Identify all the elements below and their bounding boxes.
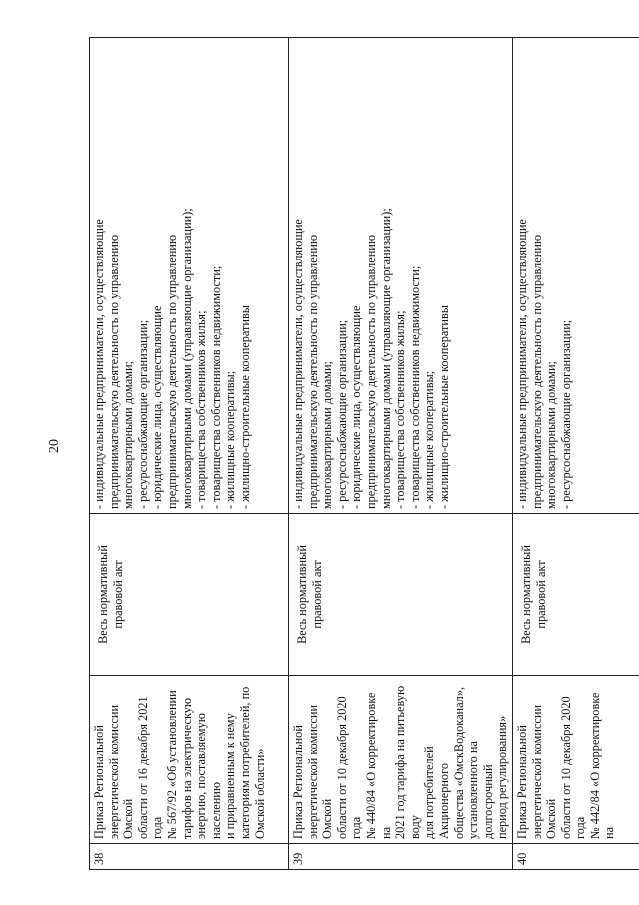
subject-line: - товарищества собственников жилья; bbox=[194, 310, 209, 509]
subject-line: - юридические лица, осуществляющие bbox=[150, 305, 165, 509]
subject-line: - индивидуальные предприниматели, осуществляющие bbox=[291, 219, 305, 509]
act-title-cell: Приказ Региональной энергетической комиссии Омской области от 16 декабря 2021 года № 567/92 «Об установлении тарифов на электрическую энергию, поставляемую населению и приравненным к нему категориям потребителей, по Омской области» bbox=[90, 676, 289, 844]
rotated-table-frame bbox=[89, 38, 637, 870]
subject-line: - ресурсоснабжающие организации; bbox=[135, 319, 150, 509]
subject-line: - товарищества собственников недвижимости; bbox=[208, 265, 223, 509]
subjects-cell bbox=[512, 38, 639, 514]
subject-line: - жилищно-строительные кооперативы bbox=[436, 304, 451, 509]
scope-cell: Весь нормативный правовой акт bbox=[512, 514, 639, 676]
subject-line: - индивидуальные предприниматели, осуществляющие bbox=[514, 219, 529, 509]
row-number-cell: 39 bbox=[289, 844, 513, 870]
table-container bbox=[89, 38, 637, 870]
subject-line: - ресурсоснабжающие организации; bbox=[334, 319, 349, 509]
page-number: 20 bbox=[47, 439, 62, 453]
subject-line: - жилищные кооперативы; bbox=[223, 370, 238, 509]
subject-line: - жилищные кооперативы; bbox=[422, 370, 437, 509]
subject-line: - товарищества собственников жилья; bbox=[393, 310, 408, 509]
table-row bbox=[512, 38, 639, 870]
subject-line: предпринимательскую деятельность по управлению bbox=[164, 234, 179, 509]
subject-line: многоквартирными домами (управляющие организации); bbox=[378, 208, 393, 509]
subject-line: предпринимательскую деятельность по управлению bbox=[529, 234, 544, 509]
table-row bbox=[90, 38, 289, 870]
act-title-cell: Приказ Региональной энергетической комиссии Омской области от 10 декабря 2020 года № 442/84 «О корректировке на bbox=[512, 676, 639, 844]
row-number-cell: 38 bbox=[90, 844, 289, 870]
subjects-cell bbox=[289, 38, 513, 514]
scope-cell: Весь нормативный правовой акт bbox=[289, 514, 513, 676]
subject-line: многоквартирными домами; bbox=[544, 361, 559, 509]
subject-line: многоквартирными домами; bbox=[320, 361, 335, 509]
subject-line: - индивидуальные предприниматели, осуществляющие bbox=[92, 219, 106, 509]
subject-line: предпринимательскую деятельность по управлению bbox=[106, 234, 121, 509]
subject-line: предпринимательскую деятельность по управлению bbox=[363, 234, 378, 509]
subject-line: - ресурсоснабжающие организации; bbox=[558, 319, 573, 509]
row-number-cell: 40 bbox=[512, 844, 639, 870]
acts-table bbox=[89, 37, 639, 870]
act-title-cell: Приказ Региональной энергетической комиссии Омской области от 10 декабря 2020 года № 440/84 «О корректировке на 2021 год тарифа на питьевую воду для потребителей Акционерного общества «ОмскВодоканал», установленного на долгосрочный период регулирования» bbox=[289, 676, 513, 844]
subject-line: многоквартирными домами (управляющие организации); bbox=[179, 208, 194, 509]
table-row bbox=[289, 38, 513, 870]
subject-line: многоквартирными домами; bbox=[121, 361, 136, 509]
scope-cell: Весь нормативный правовой акт bbox=[90, 514, 289, 676]
subject-line: - товарищества собственников недвижимости; bbox=[407, 265, 422, 509]
subject-line: предпринимательскую деятельность по управлению bbox=[305, 234, 320, 509]
subject-line: - жилищно-строительные кооперативы bbox=[237, 304, 252, 509]
subjects-cell bbox=[90, 38, 289, 514]
subject-line: - юридические лица, осуществляющие bbox=[349, 305, 364, 509]
